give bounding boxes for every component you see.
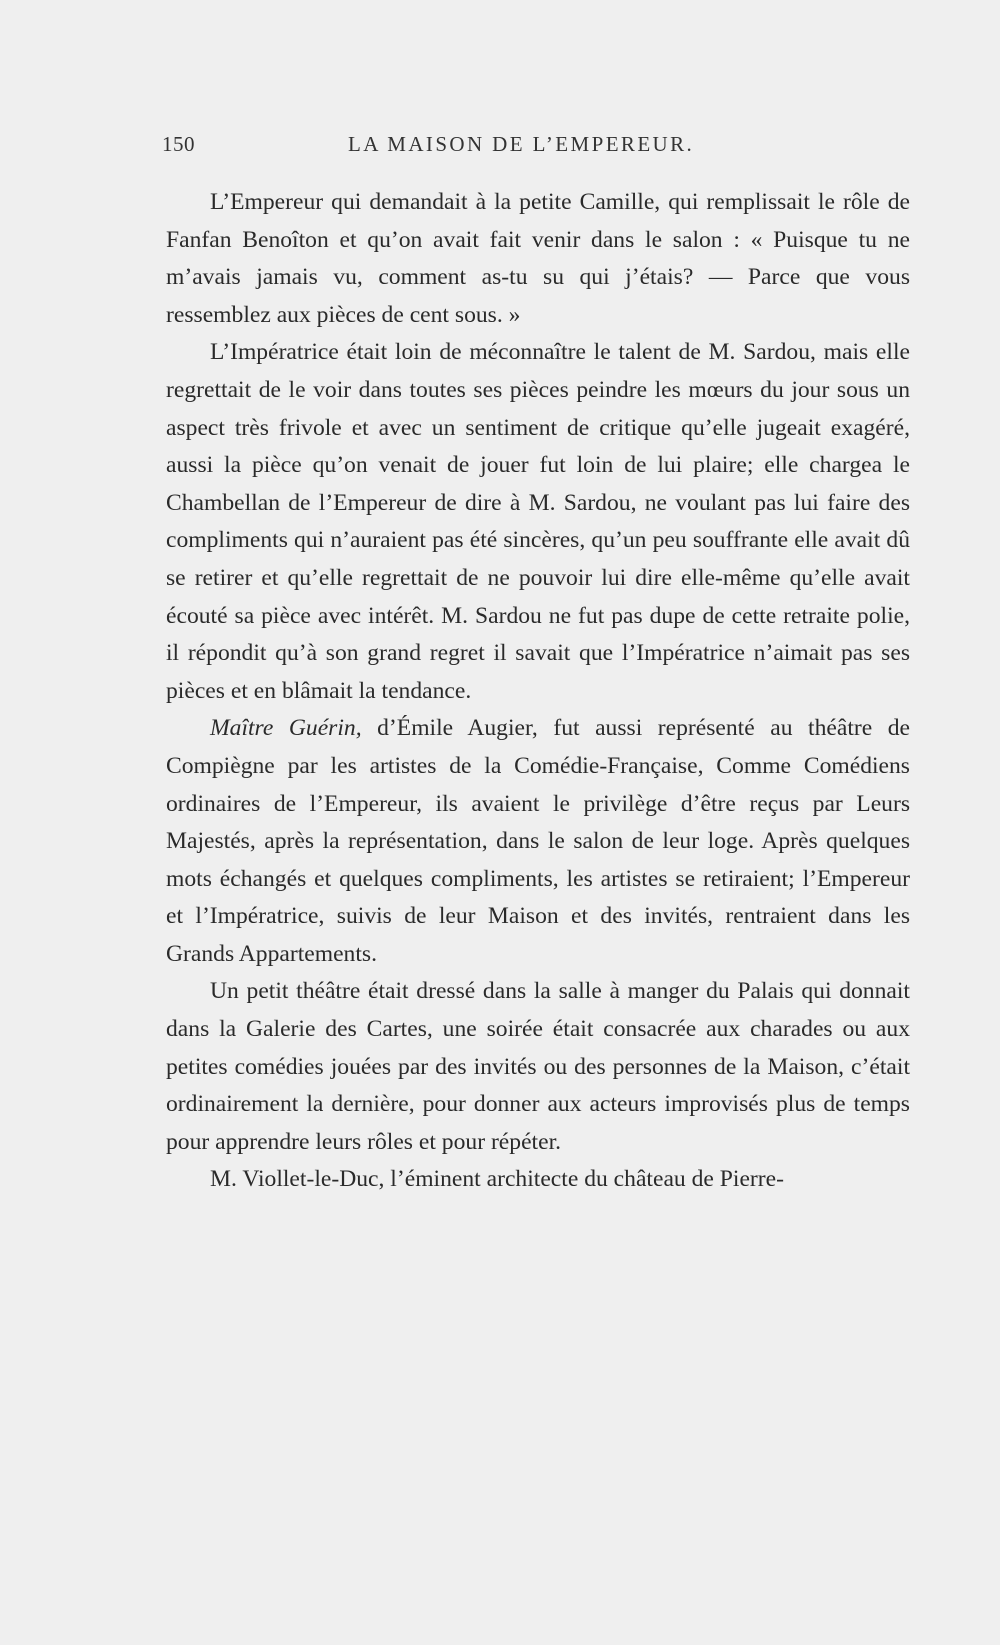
paragraph-2: L’Impératrice était loin de méconnaître le talent de M. Sardou, mais elle regrettait de le voir dans toutes ses pièces peindre les mœurs du jour sous un aspect très frivole et avec un sentiment de critique qu’elle jugeait exagéré, aussi la pièce qu’on venait de jouer fut loin de lui plaire; elle chargea le Chambellan de l’Empereur de dire à M. Sardou, ne voulant pas lui faire des compliments qui n’auraient pas été sincères, qu’un peu souffrante elle avait dû se retirer et qu’elle regrettait de ne pouvoir lui dire elle-même qu’elle avait écouté sa pièce avec intérêt. M. Sardou ne fut pas dupe de cette retraite polie, il répondit qu’à son grand regret il savait que l’Impératrice n’aimait pas ses pièces et en blâmait la tendance.: [166, 339, 910, 704]
body-text: [166, 184, 910, 1199]
paragraph-3-text: d’Émile Augier, fut aussi représenté au théâtre de Compiègne par les artistes de la Comédie-Française, Comme Comédiens ordinaires de l’Empereur, ils avaient le privilège d’être reçus par Leurs Majestés, après la représentation, dans le salon de leur loge. Après quelques mots échangés et quelques compliments, les artistes se retiraient; l’Empereur et l’Impératrice, suivis de leur Maison et des invités, rentraient dans les Grands Appartements.: [166, 715, 910, 967]
paragraph-4: Un petit théâtre était dressé dans la salle à manger du Palais qui donnait dans la Galerie des Cartes, une soirée était consacrée aux charades ou aux petites comédies jouées par des invités ou des personnes de la Maison, c’était ordinairement la dernière, pour donner aux acteurs improvisés plus de temps pour apprendre leurs rôles et pour répéter.: [166, 978, 910, 1155]
paragraph-3: [166, 710, 910, 973]
running-title: LA MAISON DE L’EMPEREUR.: [348, 132, 695, 156]
page-number: 150: [162, 132, 195, 156]
paragraph-1: L’Empereur qui demandait à la petite Camille, qui remplissait le rôle de Fanfan Benoîton et qu’on avait fait venir dans le salon : « Puisque tu ne m’avais jamais vu, comment as-tu su qui j’étais? — Parce que vous ressemblez aux pièces de cent sous. »: [166, 189, 910, 328]
play-title: Maître Guérin,: [210, 715, 362, 742]
paragraph-5: M. Viollet-le-Duc, l’éminent architecte du château de Pierre-: [210, 1166, 784, 1193]
running-header: [162, 132, 732, 162]
